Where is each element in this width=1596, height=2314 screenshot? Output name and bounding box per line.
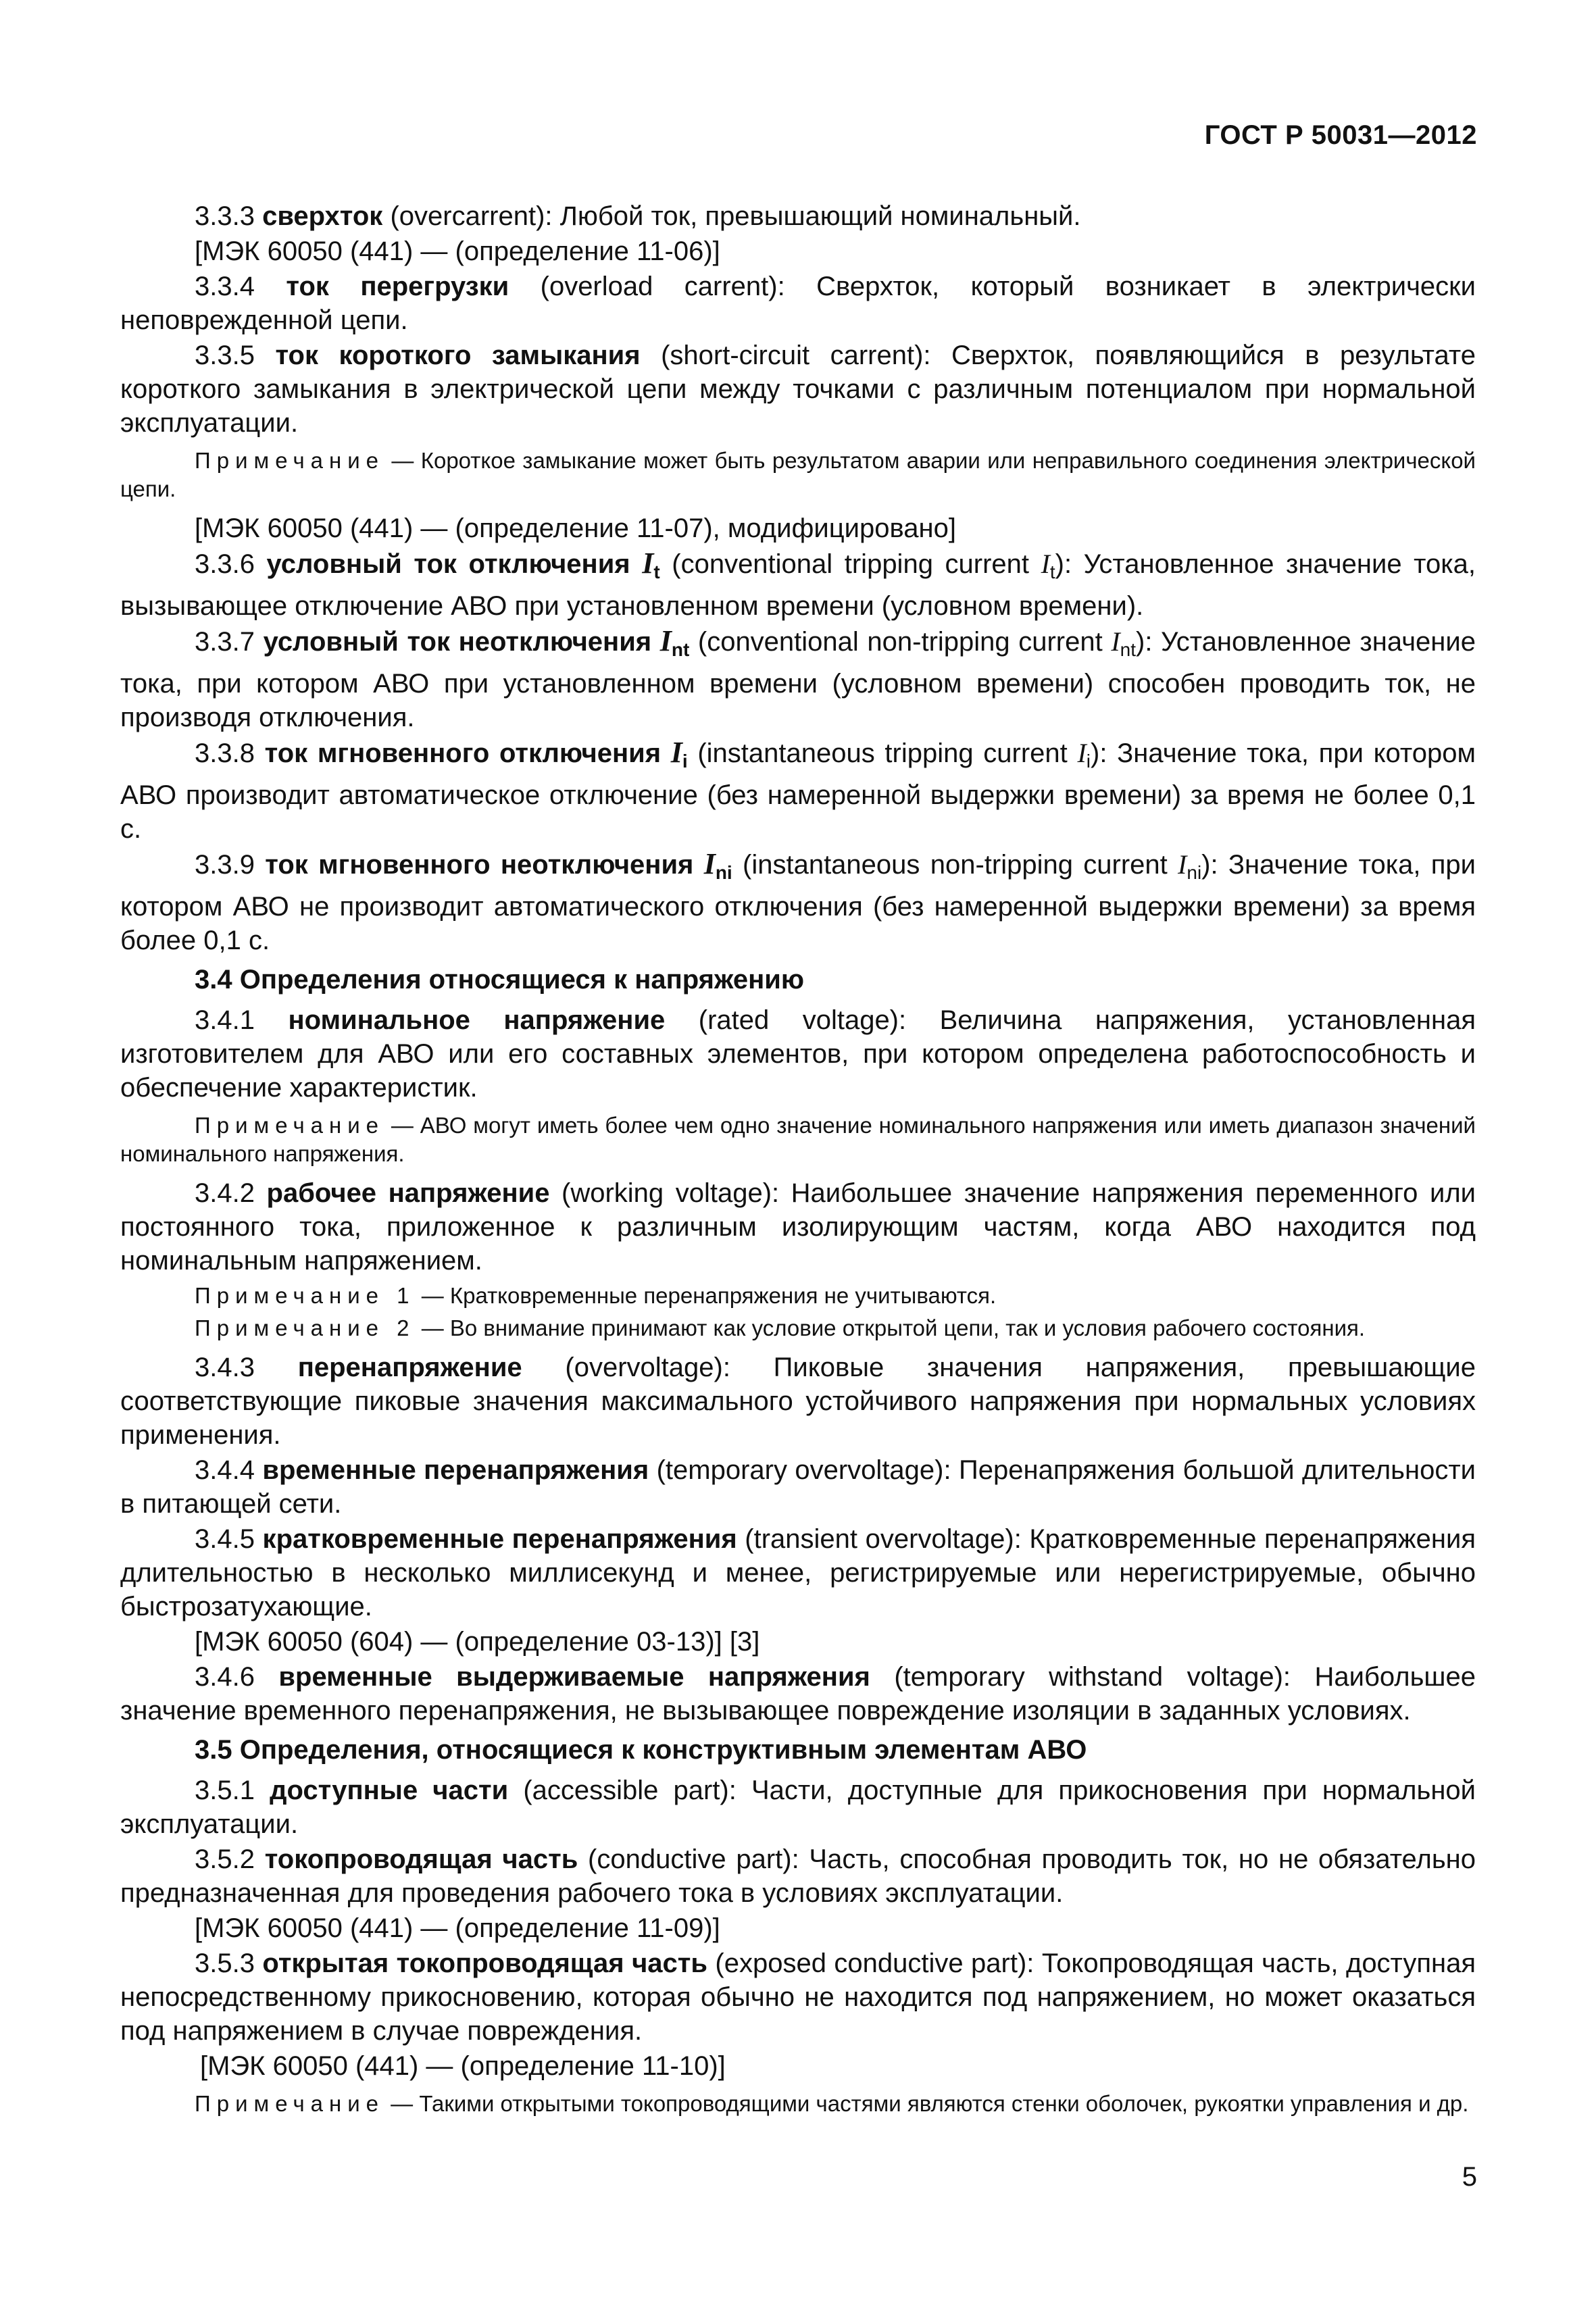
clause-number: 3.4.4 bbox=[195, 1455, 255, 1485]
term: ток мгновенного неотключения bbox=[265, 850, 694, 880]
definition-3-3-3 bbox=[120, 199, 1476, 233]
definition-3-4-2 bbox=[120, 1176, 1476, 1278]
symbol-subscript: i bbox=[1086, 751, 1091, 772]
note-label: Примечание 1 bbox=[195, 1283, 416, 1308]
term: ток перегрузки bbox=[286, 272, 509, 301]
symbol-subscript: t bbox=[1049, 561, 1055, 582]
definition-3-4-4 bbox=[120, 1453, 1476, 1521]
note bbox=[120, 1111, 1476, 1168]
definition-text: (temporary withstand voltage): Наибольшее значение временного перенапряжения, не вызывающее повреждение изоляции в заданных условиях. bbox=[120, 1662, 1476, 1726]
symbol-subscript: i bbox=[682, 751, 688, 772]
clause-number: 3.3.4 bbox=[195, 272, 255, 301]
symbol: I bbox=[1111, 626, 1120, 657]
reference: [МЭК 60050 (441) — (определение 11-06)] bbox=[195, 236, 720, 266]
note-text: — Короткое замыкание может быть результатом аварии или неправильного соединения электрической цепи. bbox=[120, 448, 1476, 501]
note-label: Примечание bbox=[195, 2091, 385, 2116]
definition-text: (rated voltage): Величина напряжения, установленная изготовителем для АВО или его составных элементов, при котором определена работоспособность и обеспечение характеристик. bbox=[120, 1005, 1476, 1103]
definition-3-5-3 bbox=[120, 1946, 1476, 2048]
definition-text: (exposed conductive part): Токопроводящая часть, доступная непосредственному прикосновению, которая обычно не находится под напряжением, но может оказаться под напряжением в случае повреждения. bbox=[120, 1948, 1476, 2046]
symbol: I bbox=[1077, 738, 1087, 768]
definition-3-3-8 bbox=[120, 736, 1476, 846]
definition-text: (overcarrent): Любой ток, превышающий номинальный. bbox=[382, 201, 1081, 231]
definition-text: (working voltage): Наибольшее значение напряжения переменного или постоянного тока, приложенное к различным изолирующим частям, когда АВО находится под номинальным напряжением. bbox=[120, 1178, 1476, 1276]
term: ток короткого замыкания bbox=[275, 341, 641, 370]
term: кратковременные перенапряжения bbox=[262, 1524, 737, 1554]
term: условный ток отключения bbox=[266, 549, 630, 579]
symbol: I bbox=[670, 736, 682, 769]
definition-text: ): Значение тока, при котором АВО не производит автоматического отключения (без намеренной выдержки времени) за время более 0,1 с. bbox=[120, 850, 1476, 955]
document-body bbox=[120, 199, 1476, 2126]
definition-3-4-3 bbox=[120, 1351, 1476, 1452]
note-text: — АВО могут иметь более чем одно значение номинального напряжения или иметь диапазон значений номинального напряжения. bbox=[120, 1113, 1476, 1166]
term: перенапряжение bbox=[297, 1353, 522, 1382]
definition-text: (overvoltage): Пиковые значения напряжения, превышающие соответствующие пиковые значения максимального устойчивого напряжения при нормальных условиях применения. bbox=[120, 1353, 1476, 1450]
term: рабочее напряжение bbox=[266, 1178, 550, 1208]
symbol: I bbox=[1178, 849, 1187, 880]
note bbox=[120, 1282, 1476, 1310]
clause-number: 3.4.6 bbox=[195, 1662, 255, 1692]
clause-number: 3.5.2 bbox=[195, 1844, 255, 1874]
symbol-subscript: t bbox=[653, 561, 660, 582]
term: временные выдерживаемые напряжения bbox=[278, 1662, 870, 1692]
definition-text: (short-circuit carrent): Сверхток, появляющийся в результате короткого замыкания в электрической цепи между точками с различным потенциалом при нормальной эксплуатации. bbox=[120, 341, 1476, 438]
term: временные перенапряжения bbox=[262, 1455, 649, 1485]
term: токопроводящая часть bbox=[264, 1844, 578, 1874]
definition-3-4-5 bbox=[120, 1522, 1476, 1624]
clause-number: 3.4.3 bbox=[195, 1353, 255, 1382]
english-term: (instantaneous tripping current bbox=[687, 738, 1078, 768]
clause-number: 3.3.3 bbox=[195, 201, 255, 231]
clause-number: 3.3.9 bbox=[195, 850, 255, 880]
definition-text: (temporary overvoltage): Перенапряжения большой длительности в питающей сети. bbox=[120, 1455, 1476, 1519]
term: ток мгновенного отключения bbox=[264, 738, 662, 768]
reference: [МЭК 60050 (441) — (определение 11-07), модифицировано] bbox=[195, 513, 956, 543]
english-term: (conventional non-tripping current bbox=[689, 627, 1112, 657]
definition-text: (transient overvoltage): Кратковременные перенапряжения длительностью в несколько миллисекунд и менее, регистрируемые или нерегистрируемые, обычно быстрозатухающие. bbox=[120, 1524, 1476, 1621]
definition-3-5-2 bbox=[120, 1842, 1476, 1910]
term: условный ток неотключения bbox=[263, 627, 652, 657]
note bbox=[120, 447, 1476, 503]
section-heading-3-5: 3.5 Определения, относящиеся к конструктивным элементам АВО bbox=[195, 1735, 1087, 1765]
definition-text: ): Установленное значение тока, вызывающее отключение АВО при установленном времени (условном времени). bbox=[120, 549, 1476, 621]
clause-number: 3.4.5 bbox=[195, 1524, 255, 1554]
definition-3-3-4 bbox=[120, 270, 1476, 337]
note-label: Примечание 2 bbox=[195, 1315, 416, 1340]
note bbox=[120, 1314, 1476, 1342]
reference: [МЭК 60050 (604) — (определение 03-13)] [3] bbox=[195, 1627, 760, 1657]
definition-3-3-9 bbox=[120, 847, 1476, 957]
definition-text: ): Значение тока, при котором АВО производит автоматическое отключение (без намеренной выдержки времени) за время не более 0,1 с. bbox=[120, 738, 1476, 844]
clause-number: 3.4.1 bbox=[195, 1005, 255, 1035]
note-text: — Такими открытыми токопроводящими частями являются стенки оболочек, рукоятки управления и др. bbox=[384, 2091, 1469, 2116]
document-number-header: ГОСТ Р 50031—2012 bbox=[1204, 120, 1477, 150]
definition-text: (conductive part): Часть, способная проводить ток, но не обязательно предназначенная для проведения рабочего тока в условиях эксплуатации. bbox=[120, 1844, 1476, 1908]
english-term: (conventional tripping current bbox=[659, 549, 1041, 579]
term: открытая токопроводящая часть bbox=[262, 1948, 707, 1978]
definition-text: ): Установленное значение тока, при котором АВО при установленном времени (условном времени) способен проводить ток, не производя отключения. bbox=[120, 627, 1476, 732]
definition-3-4-1 bbox=[120, 1003, 1476, 1105]
page-number: 5 bbox=[1462, 2162, 1477, 2192]
note-label: Примечание bbox=[195, 448, 385, 473]
reference: [МЭК 60050 (441) — (определение 11-10)] bbox=[200, 2051, 726, 2081]
reference: [МЭК 60050 (441) — (определение 11-09)] bbox=[195, 1913, 720, 1943]
symbol-subscript: ni bbox=[1187, 862, 1202, 883]
term: номинальное напряжение bbox=[288, 1005, 666, 1035]
term: сверхток bbox=[262, 201, 383, 231]
symbol-subscript: nt bbox=[1120, 639, 1137, 660]
note-label: Примечание bbox=[195, 1113, 385, 1138]
clause-number: 3.3.7 bbox=[195, 627, 255, 657]
note-text: — Во внимание принимают как условие открытой цепи, так и условия рабочего состояния. bbox=[415, 1315, 1366, 1340]
symbol: I bbox=[703, 847, 716, 880]
note bbox=[120, 2090, 1476, 2118]
definition-3-5-1 bbox=[120, 1774, 1476, 1841]
english-term: (instantaneous non-tripping current bbox=[732, 850, 1178, 880]
definition-text: (accessible part): Части, доступные для прикосновения при нормальной эксплуатации. bbox=[120, 1776, 1476, 1839]
symbol-subscript: ni bbox=[715, 862, 732, 883]
clause-number: 3.3.5 bbox=[195, 341, 255, 370]
term: доступные части bbox=[270, 1776, 509, 1805]
definition-3-4-6 bbox=[120, 1660, 1476, 1728]
definition-3-3-6 bbox=[120, 547, 1476, 623]
symbol: I bbox=[659, 624, 672, 657]
section-heading-3-4: 3.4 Определения относящиеся к напряжению bbox=[195, 965, 805, 995]
note-text: — Кратковременные перенапряжения не учитываются. bbox=[415, 1283, 997, 1308]
clause-number: 3.5.1 bbox=[195, 1776, 255, 1805]
clause-number: 3.3.8 bbox=[195, 738, 255, 768]
definition-3-3-5 bbox=[120, 338, 1476, 440]
symbol: I bbox=[642, 547, 654, 580]
symbol: I bbox=[1041, 549, 1050, 579]
clause-number: 3.3.6 bbox=[195, 549, 255, 579]
clause-number: 3.4.2 bbox=[195, 1178, 255, 1208]
clause-number: 3.5.3 bbox=[195, 1948, 255, 1978]
definition-text: (overload carrent): Сверхток, который возникает в электрически неповрежденной цепи. bbox=[120, 272, 1476, 335]
symbol-subscript: nt bbox=[671, 639, 690, 660]
definition-3-3-7 bbox=[120, 624, 1476, 734]
